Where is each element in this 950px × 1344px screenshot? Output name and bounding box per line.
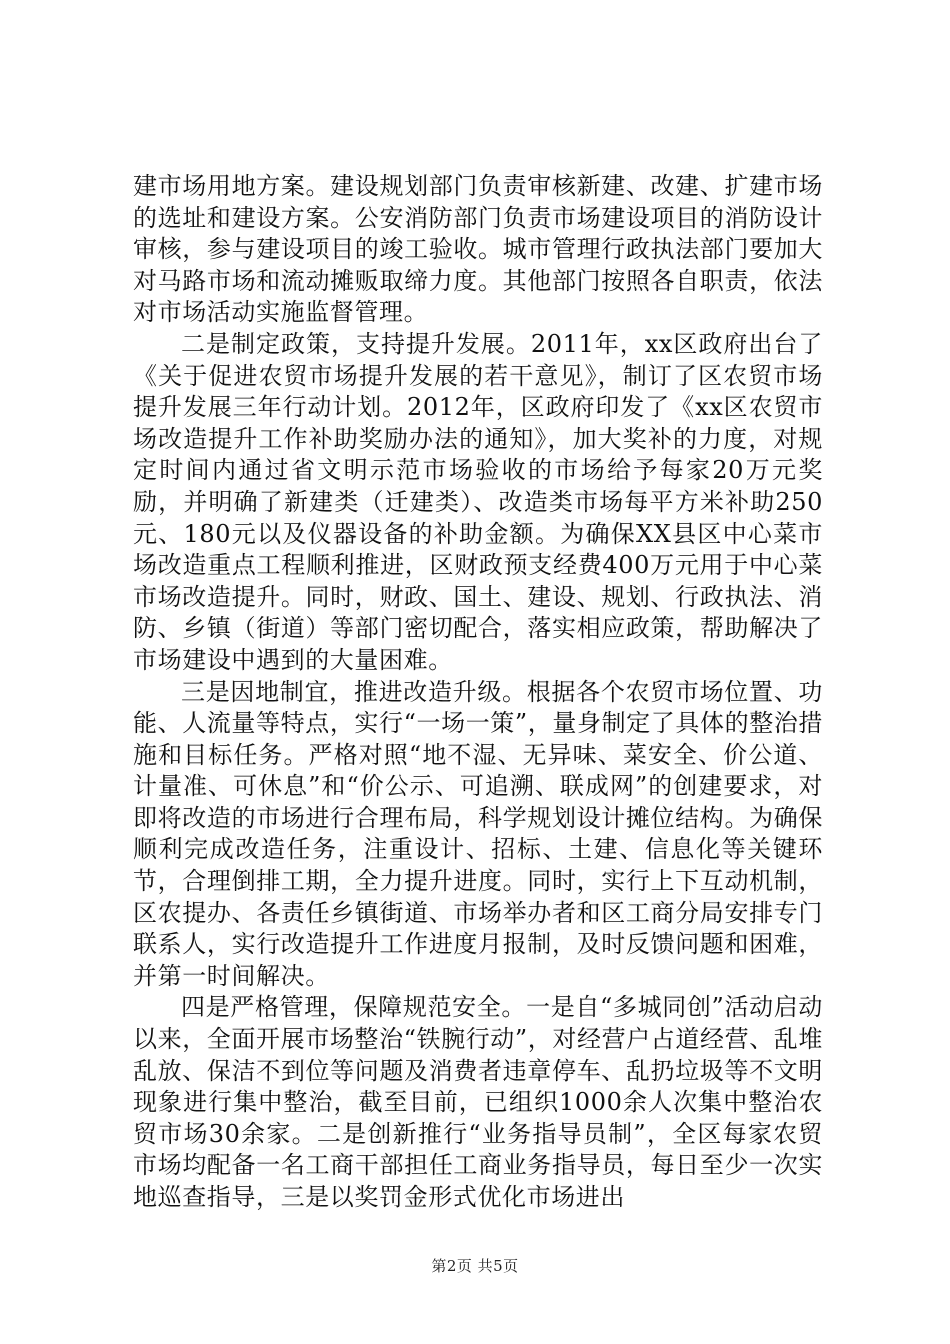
paragraph-management: 四是严格管理，保障规范安全。一是自“多城同创”活动启动以来，全面开展市场整治“铁腕行动”，对经营户占道经营、乱堆乱放、保洁不到位等问题及消费者违章停车、乱扔垃圾等不文明现象进行集中整治，截至目前，已组织1000余人次集中整治农贸市场30余家。二是创新推行“业务指导员制”，全区每家农贸市场均配备一名工商干部担任工商业务指导员，每日至少一次实地巡查指导，三是以奖罚金形式优化市场进出 <box>133 993 823 1211</box>
paragraph-policy: 二是制定政策，支持提升发展。2011年，xx区政府出台了《关于促进农贸市场提升发展的若干意见》，制订了区农贸市场提升发展三年行动计划。2012年，区政府印发了《xx区农贸市场改造提升工作补助奖励办法的通知》，加大奖补的力度，对规定时间内通过省文明示范市场验收的市场给予每家20万元奖励，并明确了新建类（迁建类）、改造类市场每平方米补助250元、180元以及仪器设备的补助金额。为确保XX县区中心菜市场改造重点工程顺利推进，区财政预支经费400万元用于中心菜市场改造提升。同时，财政、国土、建设、规划、行政执法、消防、乡镇（街道）等部门密切配合，落实相应政策，帮助解决了市场建设中遇到的大量困难。 <box>133 329 823 674</box>
page-number-footer: 第2页 共5页 <box>431 1257 519 1275</box>
document-body <box>133 171 823 1214</box>
paragraph-continuation: 建市场用地方案。建设规划部门负责审核新建、改建、扩建市场的选址和建设方案。公安消防部门负责市场建设项目的消防设计审核，参与建设项目的竣工验收。城市管理行政执法部门要加大对马路市场和流动摊贩取缔力度。其他部门按照各自职责，依法对市场活动实施监督管理。 <box>133 172 823 327</box>
paragraph-upgrade: 三是因地制宜，推进改造升级。根据各个农贸市场位置、功能、人流量等特点，实行“一场一策”，量身制定了具体的整治措施和目标任务。严格对照“地不湿、无异味、菜安全、价公道、计量准、可休息”和“价公示、可追溯、联成网”的创建要求，对即将改造的市场进行合理布局，科学规划设计摊位结构。为确保顺利完成改造任务，注重设计、招标、土建、信息化等关键环节，合理倒排工期，全力提升进度。同时，实行上下互动机制，区农提办、各责任乡镇街道、市场举办者和区工商分局安排专门联系人，实行改造提升工作进度月报制，及时反馈问题和困难，并第一时间解决。 <box>133 677 823 990</box>
